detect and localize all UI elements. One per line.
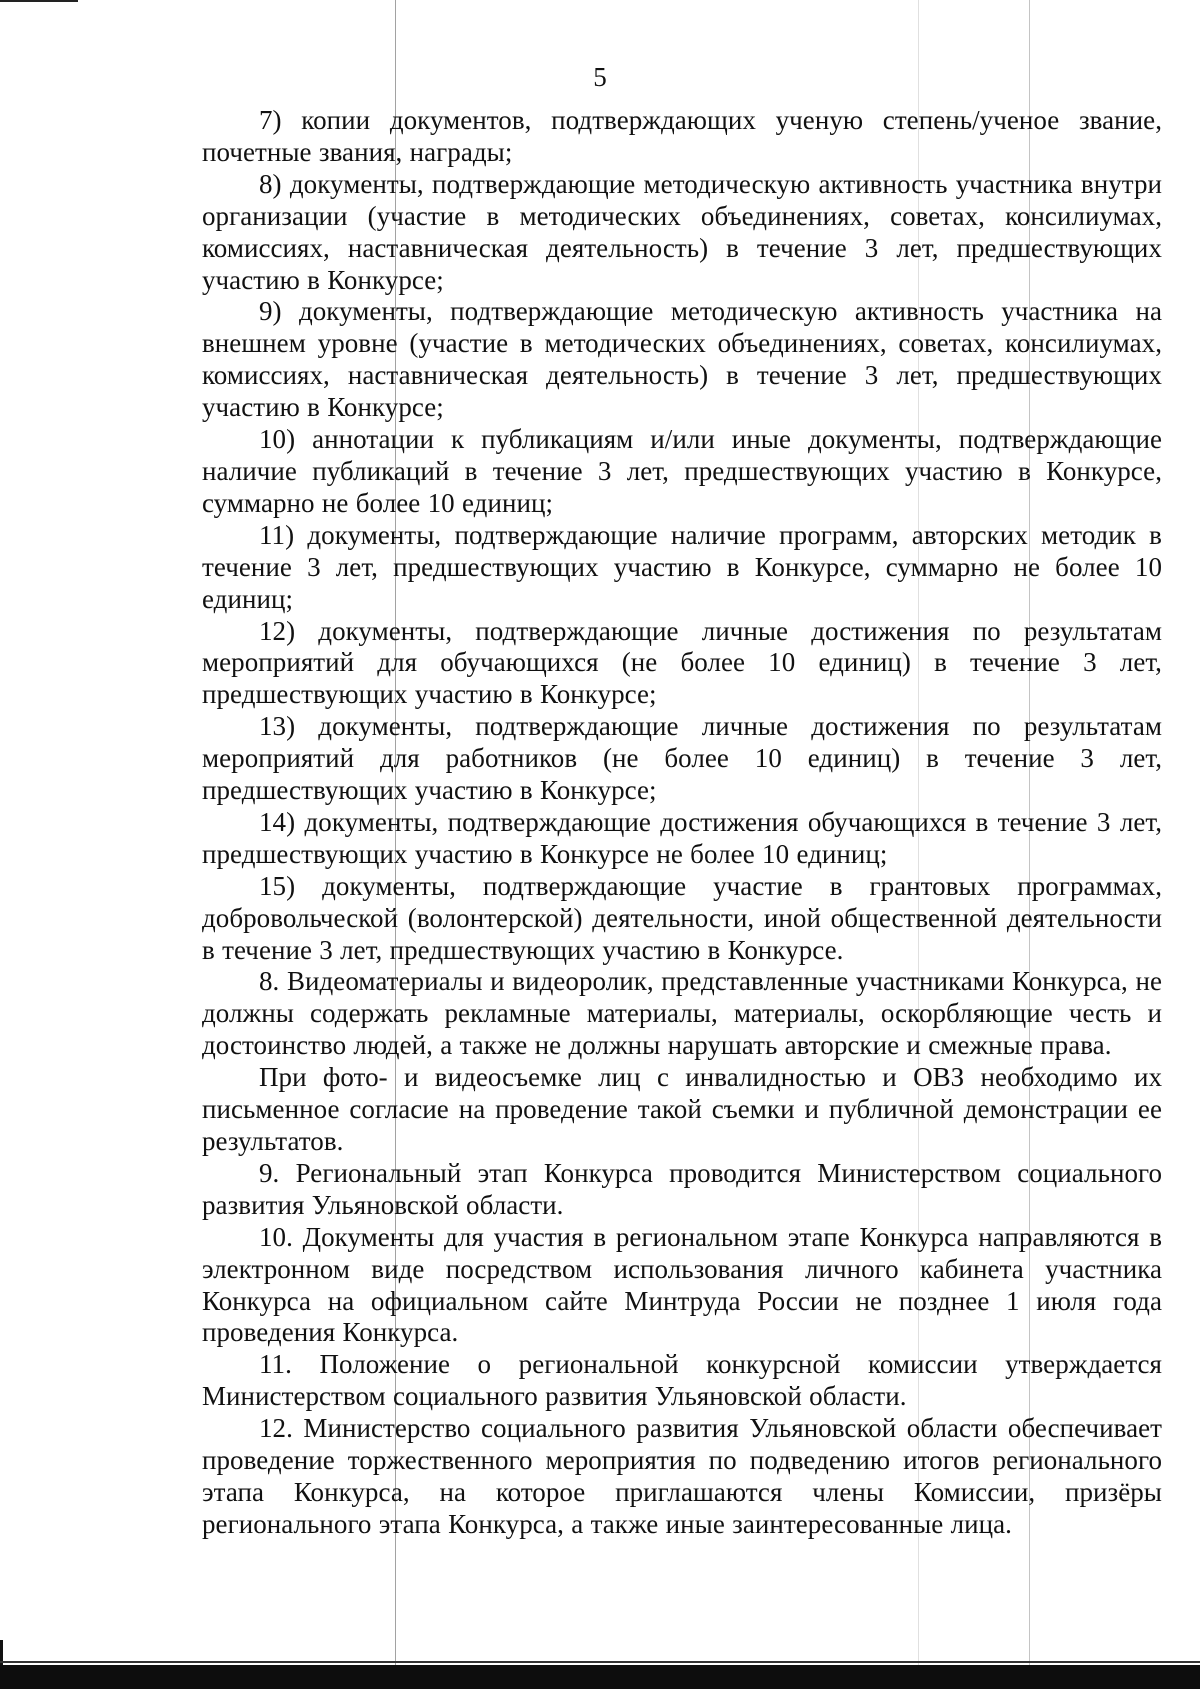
paragraph-section-12: 12. Министерство социального развития Ульяновской области обеспечивает проведение торжественного мероприятия по подведению итогов регионального этапа Конкурса, на которое приглашаются члены Комиссии, призёры регионального этапа Конкурса, а также иные заинтересованные лица. bbox=[202, 1413, 1162, 1539]
scan-edge-bottom bbox=[0, 1665, 1200, 1689]
paragraph-item-12: 12) документы, подтверждающие личные достижения по результатам мероприятий для обучающихся (не более 10 единиц) в течение 3 лет, предшествующих участию в Конкурсе; bbox=[202, 615, 1162, 710]
paragraph-item-10: 10) аннотации к публикациям и/или иные документы, подтверждающие наличие публикаций в течение 3 лет, предшествующих участию в Конкурсе, суммарно не более 10 единиц; bbox=[202, 424, 1162, 518]
paragraph-section-10: 10. Документы для участия в региональном этапе Конкурса направляются в электронном виде посредством использования личного кабинета участника Конкурса на официальном сайте Минтруда России не позднее 1 июля года проведения Конкурса. bbox=[202, 1221, 1162, 1348]
paragraph-item-14: 14) документы, подтверждающие достижения обучающихся в течение 3 лет, предшествующих участию в Конкурсе не более 10 единиц; bbox=[202, 806, 1162, 869]
paragraph-item-13: 13) документы, подтверждающие личные достижения по результатам мероприятий для работников (не более 10 единиц) в течение 3 лет, предшествующих участию в Конкурсе; bbox=[202, 711, 1162, 806]
paragraph-consent: При фото- и видеосъемке лиц с инвалидностью и ОВЗ необходимо их письменное согласие на проведение такой съемки и публичной демонстрации ее результатов. bbox=[202, 1062, 1162, 1156]
paragraph-item-15: 15) документы, подтверждающие участие в грантовых программах, добровольческой (волонтерской) деятельности, иной общественной деятельности в течение 3 лет, предшествующих участию в Конкурсе. bbox=[202, 870, 1162, 965]
paragraph-section-8: 8. Видеоматериалы и видеоролик, представленные участниками Конкурса, не должны содержать рекламные материалы, материалы, оскорбляющие честь и достоинство людей, а также не должны нарушать авторские и смежные права. bbox=[202, 966, 1162, 1061]
document-body bbox=[202, 105, 1162, 1541]
paragraph-item-9: 9) документы, подтверждающие методическую активность участника на внешнем уровне (участие в методических объединениях, советах, консилиумах, комиссиях, наставническая деятельность) в течение 3 лет, предшествующих участию в Конкурсе; bbox=[202, 296, 1162, 423]
paragraph-item-11: 11) документы, подтверждающие наличие программ, авторских методик в течение 3 лет, предшествующих участию в Конкурсе, суммарно не более 10 единиц; bbox=[202, 519, 1162, 614]
page-number: 5 bbox=[593, 62, 607, 92]
paragraph-section-11: 11. Положение о региональной конкурсной комиссии утверждается Министерством социального развития Ульяновской области. bbox=[202, 1349, 1162, 1412]
scan-edge-top bbox=[0, 0, 78, 2]
paragraph-item-7: 7) копии документов, подтверждающих ученую степень/ученое звание, почетные звания, награды; bbox=[202, 105, 1162, 167]
paragraph-section-9: 9. Региональный этап Конкурса проводится Министерством социального развития Ульяновской области. bbox=[202, 1157, 1162, 1220]
paragraph-item-8: 8) документы, подтверждающие методическую активность участника внутри организации (участие в методических объединениях, советах, консилиумах, комиссиях, наставническая деятельность) в течение 3 лет, предшествующих участию в Конкурсе; bbox=[202, 168, 1162, 295]
